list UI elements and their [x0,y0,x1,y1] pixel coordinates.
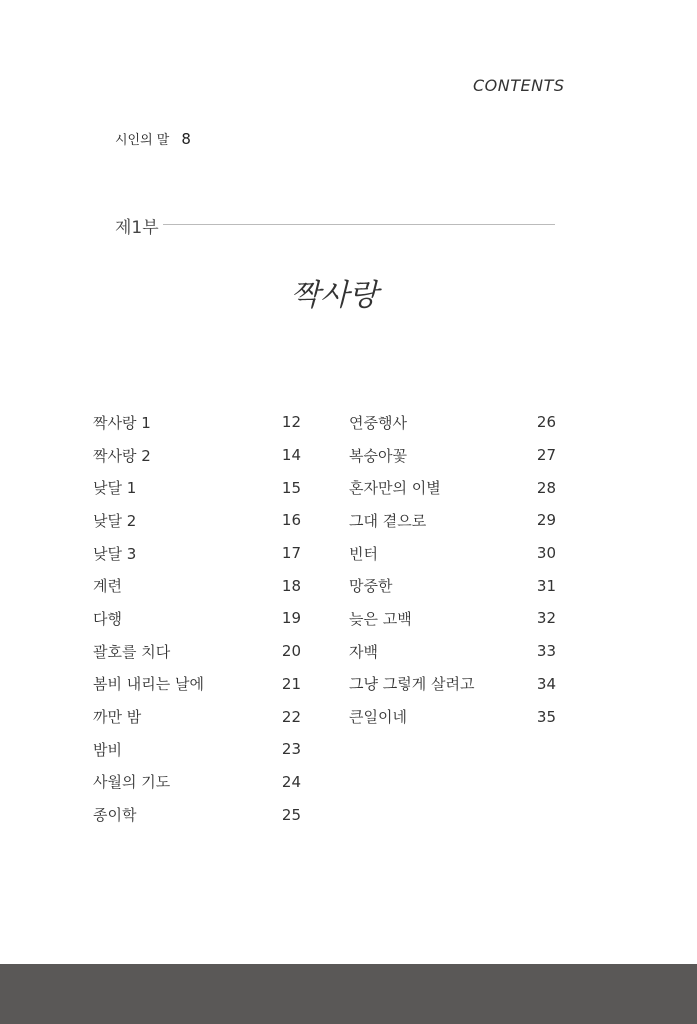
entry-title: 늦은 고백 [349,609,412,628]
toc-entry[interactable] [93,733,301,766]
divider [163,224,555,225]
entry-title: 까만 밤 [93,708,142,727]
toc-entry[interactable] [93,504,301,537]
entry-page: 23 [281,740,301,759]
part-title: 짝사랑 [291,278,378,313]
toc-entry[interactable] [93,471,301,504]
toc-entry[interactable] [349,569,556,602]
entry-page: 33 [536,642,556,661]
entry-title: 괄호를 치다 [93,642,171,661]
entry-title: 낮달 2 [93,511,137,530]
entry-page: 17 [281,544,301,563]
entry-page: 15 [281,478,301,497]
entry-page: 21 [281,674,301,693]
entry-page: 27 [536,446,556,465]
entry-page: 20 [281,642,301,661]
toc-entry[interactable] [349,406,556,439]
entry-page: 32 [536,609,556,628]
entry-title: 낮달 3 [93,544,137,563]
entry-page: 29 [536,511,556,530]
entry-page: 16 [281,511,301,530]
entry-title: 복숭아꽃 [349,446,407,465]
toc-entry[interactable] [349,602,556,635]
toc-entry[interactable] [349,471,556,504]
entry-page: 14 [281,446,301,465]
toc-entry[interactable] [349,504,556,537]
toc-entry[interactable] [93,569,301,602]
toc-entry[interactable] [93,602,301,635]
entry-page: 22 [281,707,301,726]
toc-entry[interactable] [349,668,556,701]
toc-entry[interactable] [349,537,556,570]
toc-entry[interactable] [349,635,556,668]
entry-title: 계련 [93,577,122,596]
entry-page: 28 [536,478,556,497]
toc-column-left [93,406,301,831]
entry-title: 그대 곁으로 [349,511,427,530]
toc-entry[interactable] [93,406,301,439]
footer-band [0,964,697,1024]
entry-page: 26 [536,413,556,432]
entry-page: 18 [281,576,301,595]
entry-page: 31 [536,576,556,595]
toc-column-right [349,406,556,733]
entry-page: 35 [536,707,556,726]
entry-title: 혼자만의 이별 [349,479,441,498]
entry-page: 34 [536,674,556,693]
entry-page: 12 [281,413,301,432]
toc-entry[interactable] [93,668,301,701]
entry-title: 큰일이네 [349,708,407,727]
entry-title: 짝사랑 1 [93,413,151,432]
entry-page: 19 [281,609,301,628]
entry-title: 짝사랑 2 [93,446,151,465]
toc-entry[interactable] [93,439,301,472]
entry-title: 종이학 [93,806,137,825]
entry-title: 다행 [93,609,122,628]
entry-title: 시인의 말 [115,133,170,148]
toc-entry-preface[interactable] [115,129,191,148]
entry-title: 빈터 [349,544,378,563]
toc-entry[interactable] [349,700,556,733]
toc-entry[interactable] [93,537,301,570]
toc-entry[interactable] [93,798,301,831]
entry-title: 연중행사 [349,413,407,432]
toc-entry[interactable] [93,700,301,733]
entry-page: 8 [181,130,191,148]
entry-title: 그냥 그렇게 살려고 [349,675,475,694]
entry-title: 자백 [349,642,378,661]
entry-page: 24 [281,772,301,791]
entry-title: 봄비 내리는 날에 [93,675,204,694]
entry-page: 30 [536,544,556,563]
toc-entry[interactable] [93,635,301,668]
entry-page: 25 [281,805,301,824]
entry-title: 망중한 [349,577,393,596]
entry-title: 사월의 기도 [93,773,171,792]
entry-title: 낮달 1 [93,479,137,498]
toc-entry[interactable] [349,439,556,472]
toc-entry[interactable] [93,766,301,799]
part-label: 제1부 [115,218,159,238]
entry-title: 밤비 [93,740,122,759]
contents-heading: CONTENTS [473,76,565,95]
